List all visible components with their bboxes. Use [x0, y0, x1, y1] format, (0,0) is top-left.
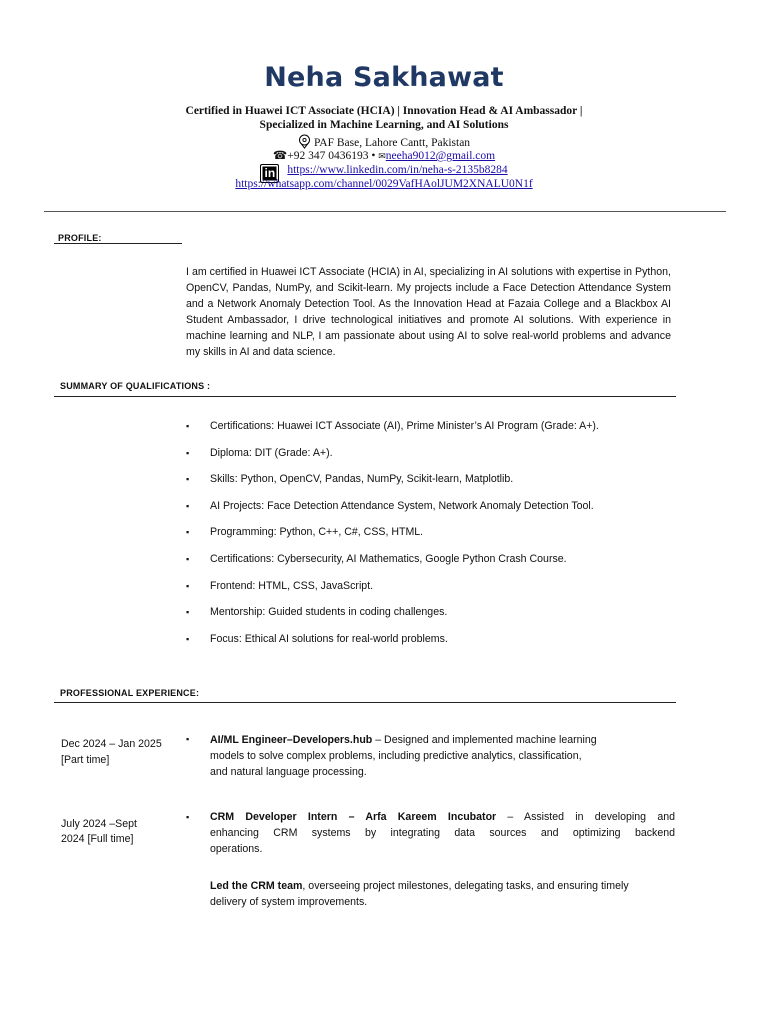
job-extra-bold: Led the CRM team [210, 880, 303, 892]
list-item: ▪ Focus: Ethical AI solutions for real-world problems. [186, 631, 666, 658]
address-text: PAF Base, Lahore Cantt, Pakistan [313, 137, 471, 149]
phone-icon: ☎ [272, 150, 288, 162]
job-desc-line: enhancing CRM systems by integrating data sources and optimizing backend [210, 827, 675, 839]
profile-text: I am certified in Huawei ICT Associate (HCIA) in AI, specializing in AI solutions with expertise in Python, OpenCV, Pandas, NumPy, and Scikit-learn. My projects include a Face Detection Attendance System and a Network Anomaly Detection Tool. As the Innovation Head at Fazaia College and a Blackbox AI Student Ambassador, I drive technological initiatives and promote AI solutions. With experience in machine learning and NLP, I am passionate about using AI to solve real-world problems and advance my skills in AI and data science. [186, 266, 671, 358]
phone-text: +92 347 0436193 • [287, 150, 376, 162]
tagline-line-1: Certified in Huawei ICT Associate (HCIA) | Innovation Head & AI Ambassador | [185, 105, 583, 117]
bullet-icon: ▪ [186, 812, 190, 822]
job-description [210, 732, 650, 780]
job-extra-line: , overseeing project milestones, delegating tasks, and ensuring timely [302, 880, 629, 892]
job-desc-line: and natural language processing. [210, 766, 367, 778]
list-item: ▪ Skills: Python, OpenCV, Pandas, NumPy, Scikit-learn, Matplotlib. [186, 471, 666, 498]
job-extra [210, 878, 676, 910]
job-desc-line: operations. [210, 843, 263, 855]
header-divider-dark [44, 211, 726, 212]
list-item: ▪ Diploma: DIT (Grade: A+). [186, 445, 666, 472]
job-extra-line: delivery of system improvements. [210, 896, 368, 908]
list-item: ▪ Mentorship: Guided students in coding challenges. [186, 604, 666, 631]
email-icon: ✉ [378, 151, 386, 161]
email-link[interactable]: neeha9012@gmail.com [385, 150, 496, 162]
job-desc-line: – Designed and implemented machine learning [372, 734, 597, 746]
job-date: July 2024 –Sept [61, 818, 137, 830]
job-desc-line: models to solve complex problems, including predictive analytics, classification, [210, 750, 582, 762]
tagline-line-2: Specialized in Machine Learning, and AI Solutions [259, 119, 509, 131]
profile-heading: PROFILE: [58, 233, 102, 243]
job-description [210, 809, 675, 857]
address-line [0, 134, 768, 150]
candidate-name: Neha Sakhawat [264, 62, 504, 93]
job-role: CRM Developer Intern – Arfa Kareem Incubator [210, 811, 497, 823]
qualifications-heading: SUMMARY OF QUALIFICATIONS : [60, 381, 211, 391]
qualifications-list [186, 418, 666, 657]
experience-divider [54, 702, 676, 703]
job-type: [Part time] [61, 754, 110, 766]
phone-email-line [0, 149, 768, 163]
linkedin-link[interactable]: https://www.linkedin.com/in/neha-s-2135b8284 [287, 164, 508, 176]
map-pin-icon [298, 134, 311, 149]
linkedin-icon[interactable]: in [260, 164, 279, 183]
job-date: Dec 2024 – Jan 2025 [61, 738, 162, 750]
bullet-icon: ▪ [186, 734, 190, 744]
qualifications-divider [54, 396, 676, 397]
job-type: 2024 [Full time] [61, 833, 134, 845]
list-item: ▪ AI Projects: Face Detection Attendance System, Network Anomaly Detection Tool. [186, 498, 666, 525]
experience-heading: PROFESSIONAL EXPERIENCE: [60, 688, 200, 698]
list-item: ▪ Programming: Python, C++, C#, CSS, HTML. [186, 524, 666, 551]
job-role: AI/ML Engineer–Developers.hub [210, 734, 373, 746]
list-item: ▪ Certifications: Cybersecurity, AI Mathematics, Google Python Crash Course. [186, 551, 666, 578]
list-item: ▪ Frontend: HTML, CSS, JavaScript. [186, 578, 666, 605]
job-desc-line: – Assisted in developing and [496, 811, 675, 823]
profile-underline [54, 243, 182, 244]
whatsapp-line [0, 177, 768, 191]
list-item: ▪ Certifications: Huawei ICT Associate (AI), Prime Minister’s AI Program (Grade: A+). [186, 418, 666, 445]
whatsapp-link[interactable]: https://whatsapp.com/channel/0029VafHAolJUM2XNALU0N1f [235, 178, 533, 190]
